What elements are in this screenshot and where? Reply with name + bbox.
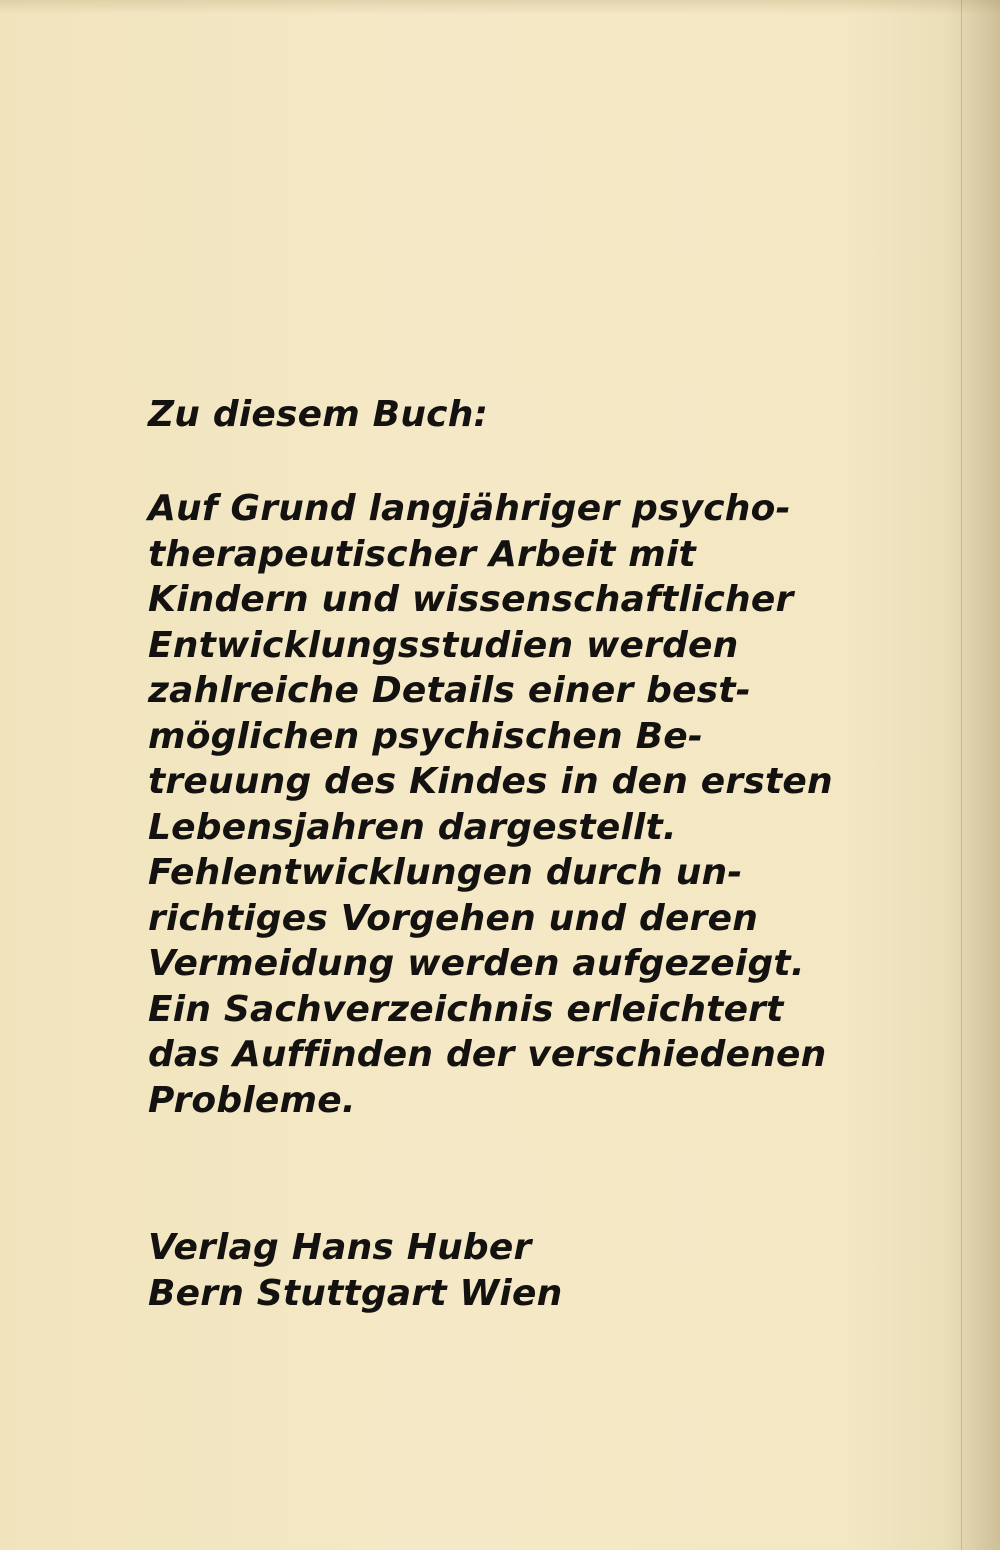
blurb <box>148 392 848 1123</box>
blurb-line: zahlreiche Details einer best- <box>148 670 751 711</box>
blurb-line: möglichen psychischen Be- <box>148 715 703 757</box>
spine-fold-line <box>961 0 962 1550</box>
blurb-line: therapeutischer Arbeit mit <box>148 533 696 575</box>
blurb-line: Kindern und wissenschaftlicher <box>148 579 794 620</box>
cover-top-edge <box>0 0 1000 14</box>
publisher-cities: Bern Stuttgart Wien <box>148 1273 563 1314</box>
blurb-line: Vermeidung werden aufgezeigt. <box>148 943 805 984</box>
publisher-imprint <box>148 1225 562 1317</box>
blurb-line: das Auffinden der verschiedenen <box>148 1034 827 1075</box>
blurb-body <box>148 486 848 1123</box>
blurb-line: Probleme. <box>148 1079 356 1121</box>
blurb-line: Lebensjahren dargestellt. <box>148 806 677 848</box>
blurb-line: treuung des Kindes in den ersten <box>148 761 833 802</box>
blurb-line: Ein Sachverzeichnis erleichtert <box>148 988 784 1030</box>
blurb-line: richtiges Vorgehen und deren <box>148 897 759 939</box>
blurb-line: Entwicklungsstudien werden <box>148 624 739 666</box>
publisher-name: Verlag Hans Huber <box>148 1227 532 1268</box>
blurb-line: Auf Grund langjähriger psycho- <box>148 488 791 529</box>
blurb-heading: Zu diesem Buch: <box>148 394 489 435</box>
blurb-line: Fehlentwicklungen durch un- <box>148 852 743 893</box>
spine-shadow <box>945 0 1000 1550</box>
